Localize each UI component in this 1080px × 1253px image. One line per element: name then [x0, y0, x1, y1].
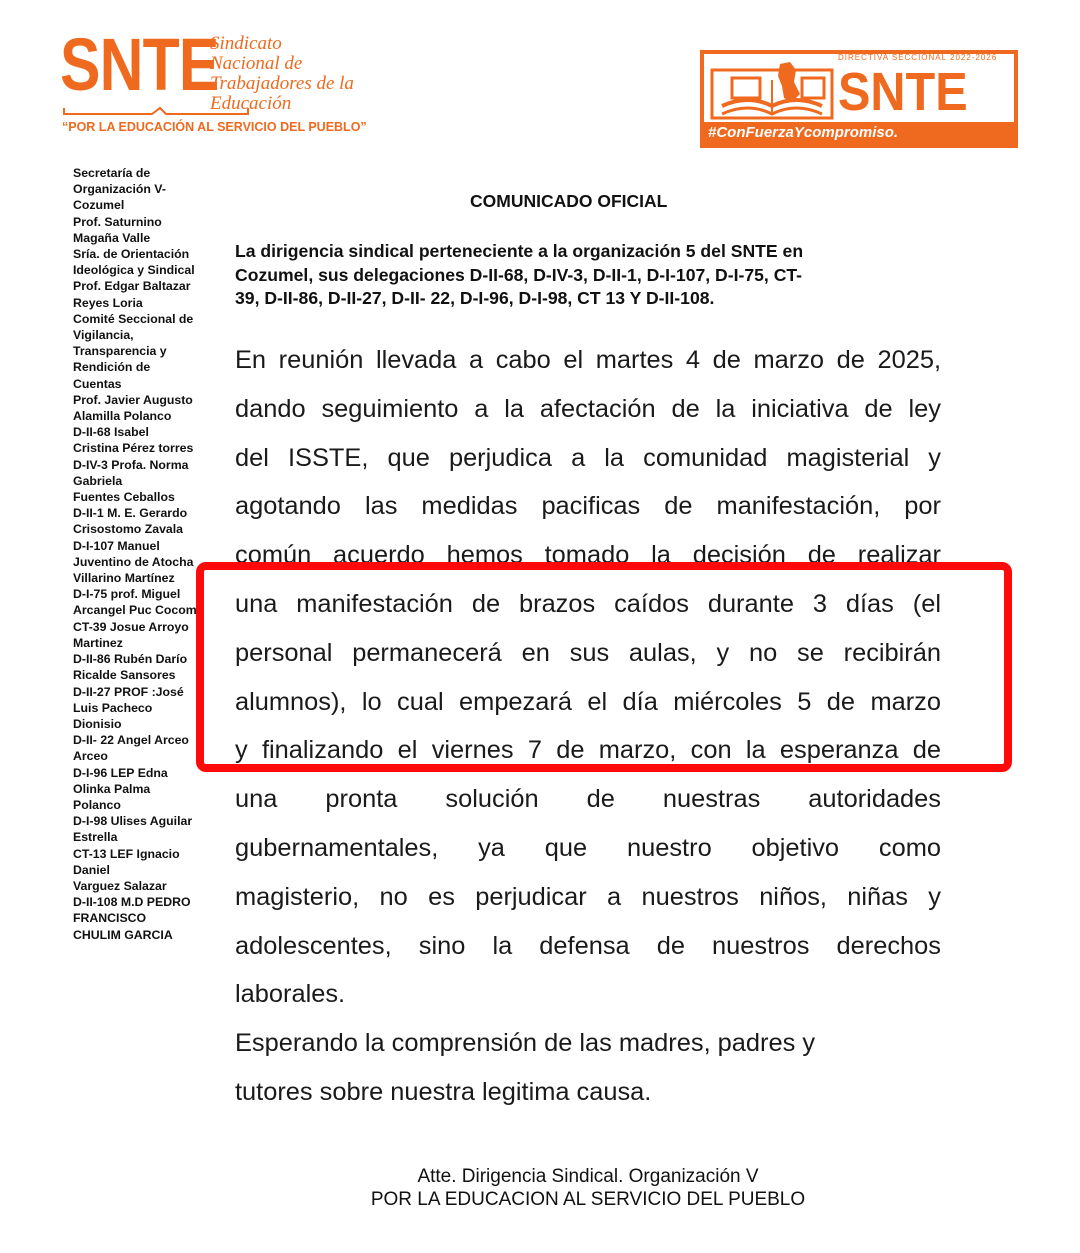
sidebar-line: Ricalde Sansores — [73, 668, 176, 683]
footer-motto: POR LA EDUCACION AL SERVICIO DEL PUEBLO — [370, 1189, 806, 1210]
sidebar-line: D-II-108 M.D PEDRO — [73, 895, 191, 910]
sidebar-line: D-I-75 prof. Miguel — [73, 587, 181, 602]
sidebar-line: Organización V- — [73, 182, 166, 197]
sidebar-line: Juventino de Atocha — [73, 554, 194, 569]
sidebar-line: D-I-107 Manuel — [73, 538, 160, 553]
body-line: y finalizando el viernes 7 de marzo, con la esperanza de — [235, 736, 941, 765]
union-name-line-3: Trabajadores de la — [210, 73, 354, 94]
union-name-line-1: Sindicato — [210, 33, 282, 54]
sidebar-signatories — [73, 165, 213, 943]
body-line: Esperando la comprensión de las madres, padres y — [235, 1029, 816, 1058]
union-name-line-4: Educación — [210, 93, 292, 114]
body-line: dando seguimiento a la afectación de la iniciativa de ley — [235, 394, 941, 423]
sidebar-line: Prof. Javier Augusto — [73, 392, 193, 407]
logo-directiva: DIRECTIVA SECCIONAL 2022-2026 — [838, 53, 998, 62]
sidebar-line: Alamilla Polanco — [73, 409, 172, 424]
body-line: magisterio, no es perjudicar a nuestros niños, niñas y — [235, 882, 941, 911]
sidebar-line: Gabriela — [73, 473, 123, 488]
document-intro — [235, 240, 941, 311]
sidebar-line: D-II-27 PROF :José — [73, 684, 184, 699]
sidebar-line: Magaña Valle — [73, 230, 151, 245]
body-line: una pronta solución de nuestras autoridades — [235, 785, 941, 814]
logo-motto: “POR LA EDUCACIÓN AL SERVICIO DEL PUEBLO” — [62, 120, 367, 134]
snte-logo-right — [700, 50, 1018, 148]
sidebar-line: D-I-96 LEP Edna — [73, 765, 168, 780]
sidebar-line: CHULIM GARCIA — [73, 927, 173, 942]
sidebar-line: Polanco — [73, 797, 121, 812]
sidebar-line: Luis Pacheco — [73, 700, 153, 715]
sidebar-line: Daniel — [73, 862, 110, 877]
footer-signature: Atte. Dirigencia Sindical. Organización V — [417, 1166, 759, 1187]
body-line: del ISSTE, que perjudica a la comunidad magisterial y — [235, 443, 941, 472]
sidebar-line: Estrella — [73, 830, 118, 845]
document-footer — [300, 1165, 876, 1211]
sidebar-line: Reyes Loria — [73, 295, 143, 310]
snte-logo-left — [58, 23, 378, 140]
body-line: laborales. — [235, 980, 346, 1009]
intro-line: La dirigencia sindical perteneciente a la organización 5 del SNTE en — [235, 241, 804, 261]
sidebar-line: Cozumel — [73, 198, 125, 213]
sidebar-line: Prof. Saturnino — [73, 214, 162, 229]
sidebar-line: Crisostomo Zavala — [73, 522, 184, 537]
body-line: una manifestación de brazos caídos durante 3 días (el — [235, 589, 941, 618]
intro-line: 39, D-II-86, D-II-27, D-II- 22, D-I-96, D-I-98, CT 13 Y D-II-108. — [235, 288, 715, 308]
body-line: común acuerdo hemos tomado la decisión de realizar — [235, 541, 941, 570]
body-line: gubernamentales, ya que nuestro objetivo como — [235, 833, 941, 862]
body-line: En reunión llevada a cabo el martes 4 de marzo de 2025, — [235, 346, 941, 374]
document-title: COMUNICADO OFICIAL — [470, 191, 668, 211]
sidebar-line: Cuentas — [73, 376, 122, 391]
sidebar-line: CT-39 Josue Arroyo — [73, 619, 189, 634]
sidebar-line: Sría. de Orientación — [73, 247, 190, 262]
sidebar-line: Martinez — [73, 635, 123, 650]
sidebar-line: D-II-1 M. E. Gerardo — [73, 506, 188, 521]
sidebar-line: D-I-98 Ulises Aguilar — [73, 814, 193, 829]
open-book-map-icon — [710, 60, 834, 120]
sidebar-line: D-II-86 Rubén Darío — [73, 652, 188, 667]
body-line: personal permanecerá en sus aulas, y no se recibirán — [235, 638, 941, 667]
sidebar-line: Varguez Salazar — [73, 878, 167, 893]
sidebar-line: D-II- 22 Angel Arceo — [73, 733, 189, 748]
sidebar-line: Arceo — [73, 749, 108, 764]
sidebar-line: Dionisio — [73, 716, 122, 731]
logo-hashtag: #ConFuerzaYcompromiso. — [708, 124, 899, 141]
sidebar-line: Rendición de — [73, 360, 151, 375]
highlight-box — [196, 562, 1012, 772]
body-line: agotando las medidas pacificas de manifestación, por — [235, 492, 941, 521]
logo-right-acronym: SNTE — [838, 62, 968, 122]
sidebar-line: Secretaría de — [73, 166, 151, 180]
sidebar-line: CT-13 LEF Ignacio — [73, 846, 180, 861]
sidebar-line: Olinka Palma — [73, 781, 151, 796]
sidebar-line: Cristina Pérez torres — [73, 441, 194, 456]
sidebar-line: Vigilancia, — [73, 328, 134, 343]
sidebar-line: Transparencia y — [73, 344, 167, 359]
sidebar-line: FRANCISCO — [73, 911, 147, 926]
sidebar-line: Ideológica y Sindical — [73, 263, 195, 278]
sidebar-line: Comité Seccional de — [73, 311, 194, 326]
logo-acronym: SNTE — [60, 23, 219, 106]
sidebar-line: D-IV-3 Profa. Norma — [73, 457, 189, 472]
body-line: adolescentes, sino la defensa de nuestros derechos — [235, 931, 941, 960]
union-name — [210, 34, 380, 114]
sidebar-line: Prof. Edgar Baltazar — [73, 279, 191, 294]
union-name-line-2: Nacional de — [210, 53, 303, 74]
sidebar-line: Villarino Martínez — [73, 571, 175, 586]
body-line: alumnos), lo cual empezará el día miércoles 5 de marzo — [235, 687, 941, 716]
sidebar-line: Arcangel Puc Cocom — [73, 603, 197, 618]
sidebar-line: D-II-68 Isabel — [73, 425, 149, 440]
intro-line: Cozumel, sus delegaciones D-II-68, D-IV-3, D-II-1, D-I-107, D-I-75, CT- — [235, 264, 803, 285]
sidebar-line: Fuentes Ceballos — [73, 490, 175, 505]
body-line: tutores sobre nuestra legitima causa. — [235, 1077, 652, 1106]
